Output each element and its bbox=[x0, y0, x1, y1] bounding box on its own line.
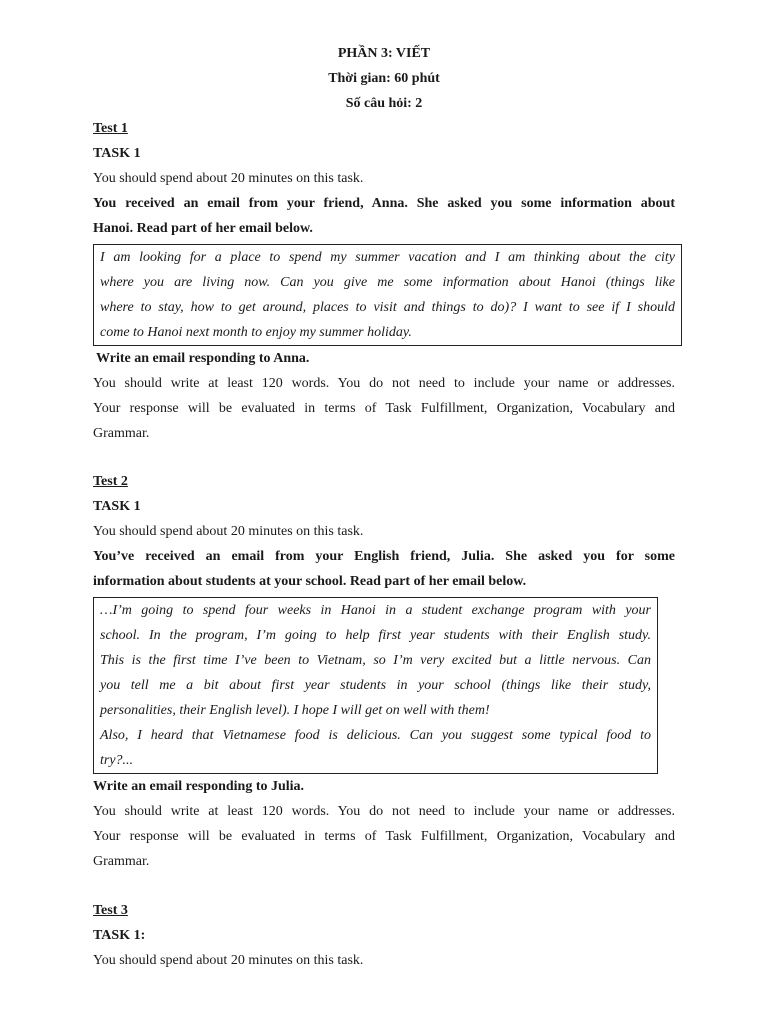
email-line: This is the first time I’ve been to Vietnam, so I’m very excited but a little nervous. Can bbox=[100, 653, 651, 668]
email-line: Also, I heard that Vietnamese food is delicious. Can you suggest some typical food to bbox=[100, 728, 651, 743]
email-line: …I’m going to spend four weeks in Hanoi in a student exchange program with your bbox=[100, 603, 651, 618]
test-1-task: TASK 1 bbox=[93, 146, 141, 161]
test-3-task: TASK 1: bbox=[93, 928, 146, 943]
test-2-email-excerpt bbox=[93, 597, 658, 774]
email-line: where to stay, how to get around, places to visit and things to do)? I want to see if I should bbox=[100, 300, 675, 315]
email-line: personalities, their English level). I hope I will get on well with them! bbox=[100, 703, 490, 718]
section-question-count: Số câu hỏi: 2 bbox=[345, 96, 423, 111]
email-line: try?... bbox=[100, 753, 134, 768]
section-title: PHẦN 3: VIẾT bbox=[337, 46, 431, 61]
test-1-email-excerpt bbox=[93, 244, 682, 346]
test-3-time-note: You should spend about 20 minutes on this task. bbox=[93, 953, 364, 968]
test-2-requirement-line: You should write at least 120 words. You do not need to include your name or addresses. bbox=[93, 804, 675, 819]
email-line: come to Hanoi next month to enjoy my summer holiday. bbox=[100, 325, 412, 340]
test-2-requirement-line: Your response will be evaluated in terms of Task Fulfillment, Organization, Vocabulary and bbox=[93, 829, 675, 844]
test-3 bbox=[93, 898, 675, 973]
email-line: where you are living now. Can you give me some information about Hanoi (things like bbox=[100, 275, 675, 290]
test-2-time-note: You should spend about 20 minutes on this task. bbox=[93, 524, 364, 539]
test-2-instruction: Write an email responding to Julia. bbox=[93, 779, 305, 794]
test-1-requirement-line: Your response will be evaluated in terms of Task Fulfillment, Organization, Vocabulary and bbox=[93, 401, 675, 416]
test-2-prompt-line: information about students at your school. Read part of her email below. bbox=[93, 574, 527, 589]
test-1-instruction: Write an email responding to Anna. bbox=[96, 351, 310, 366]
test-1-prompt-line: You received an email from your friend, Anna. She asked you some information about bbox=[93, 196, 675, 211]
test-2-prompt-line: You’ve received an email from your English friend, Julia. She asked you for some bbox=[93, 549, 675, 564]
test-1 bbox=[93, 116, 675, 446]
email-line: you tell me a bit about first year students in your school (things like their study, bbox=[100, 678, 651, 693]
test-1-requirement-line: Grammar. bbox=[93, 426, 150, 441]
email-line: I am looking for a place to spend my summer vacation and I am thinking about the city bbox=[100, 250, 675, 265]
test-1-label: Test 1 bbox=[93, 121, 128, 136]
section-time: Thời gian: 60 phút bbox=[328, 71, 440, 86]
test-1-time-note: You should spend about 20 minutes on this task. bbox=[93, 171, 364, 186]
test-1-requirement-line: You should write at least 120 words. You do not need to include your name or addresses. bbox=[93, 376, 675, 391]
test-2-task: TASK 1 bbox=[93, 499, 141, 514]
test-2 bbox=[93, 469, 675, 874]
email-line: school. In the program, I’m going to help first year students with their English study. bbox=[100, 628, 651, 643]
test-3-label: Test 3 bbox=[93, 903, 128, 918]
test-2-requirement-line: Grammar. bbox=[93, 854, 150, 869]
test-2-label: Test 2 bbox=[93, 474, 128, 489]
section-header bbox=[0, 41, 768, 116]
test-1-prompt-line: Hanoi. Read part of her email below. bbox=[93, 221, 313, 236]
